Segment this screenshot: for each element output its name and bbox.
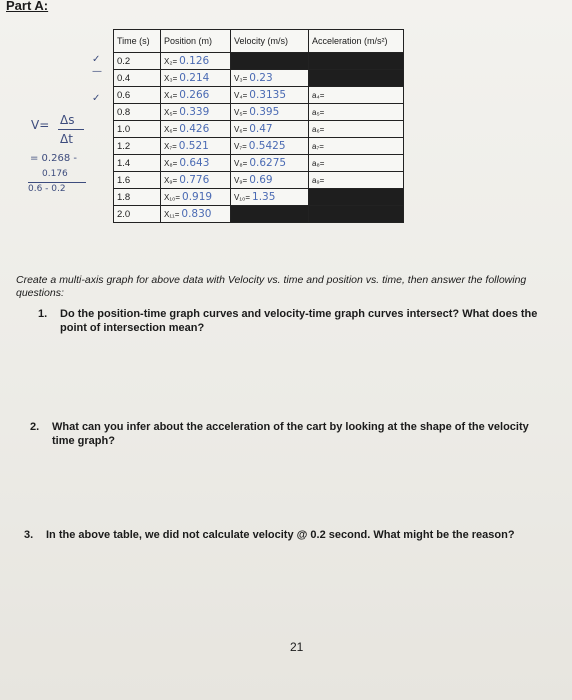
acceleration-cell[interactable] [309,104,404,121]
check-mark-icon: ✓ [92,54,101,65]
time-cell: 0.8 [114,104,161,121]
question-2 [30,420,550,448]
acceleration-cell[interactable] [309,155,404,172]
position-label: X₁₀= [164,193,181,202]
position-value: 0.919 [182,191,213,203]
time-cell: 2.0 [114,206,161,223]
position-cell[interactable] [161,70,231,87]
page-number: 21 [290,640,304,654]
velocity-cell[interactable] [231,172,309,189]
velocity-value: 0.23 [249,72,273,84]
side-denominator: 0.6 - 0.2 [28,184,66,194]
position-value: 0.126 [179,55,210,67]
header-velocity: Velocity (m/s) [231,30,309,53]
time-cell: 0.4 [114,70,161,87]
velocity-value: 0.3135 [249,89,287,101]
time-cell: 1.6 [114,172,161,189]
side-fraction-line [58,129,84,130]
velocity-label: V₉= [234,176,248,185]
position-value: 0.776 [179,174,210,186]
position-cell[interactable] [161,53,231,70]
header-acceleration: Acceleration (m/s²) [309,30,404,53]
header-time: Time (s) [114,30,161,53]
velocity-value: 0.69 [249,174,273,186]
position-cell[interactable] [161,206,231,223]
velocity-cell[interactable] [231,121,309,138]
acceleration-label: a₇= [312,141,324,151]
velocity-label: V₆= [234,125,248,134]
position-value: 0.643 [179,157,210,169]
position-label: X₁₁= [164,210,180,219]
position-value: 0.830 [181,208,212,220]
position-value: 0.521 [178,140,209,152]
table-row [114,206,404,223]
velocity-cell-blocked [231,206,309,223]
question-text: What can you infer about the acceleration of the cart by looking at the shape of the velocity time graph? [52,421,529,447]
acceleration-label: a₉= [312,175,325,185]
velocity-label: V₅= [234,108,248,117]
table-row [114,70,404,87]
time-cell: 1.2 [114,138,161,155]
velocity-label: V₃= [234,74,248,83]
acceleration-label: a₆= [312,124,325,134]
table-row [114,53,404,70]
table-row [114,172,404,189]
question-3 [24,528,570,542]
time-cell: 0.6 [114,87,161,104]
position-label: X₅= [164,108,178,117]
velocity-cell-blocked [231,53,309,70]
time-cell: 1.8 [114,189,161,206]
velocity-cell[interactable] [231,155,309,172]
question-1 [38,307,538,335]
time-cell: 1.4 [114,155,161,172]
acceleration-cell[interactable] [309,138,404,155]
acceleration-label: a₅= [312,107,325,117]
acceleration-cell[interactable] [309,121,404,138]
velocity-cell[interactable] [231,104,309,121]
side-delta-t: Δt [60,132,73,146]
position-label: X₂= [164,57,178,66]
velocity-value: 0.5425 [248,140,286,152]
side-v-label: V= [31,118,50,132]
velocity-cell[interactable] [231,87,309,104]
check-mark-icon: — [92,66,102,77]
acceleration-cell-blocked [309,53,404,70]
side-eq-value: = 0.268 - [30,153,77,164]
table-header-row [114,30,404,53]
velocity-value: 0.395 [249,106,280,118]
table-row [114,189,404,206]
acceleration-cell-blocked [309,70,404,87]
velocity-cell[interactable] [231,70,309,87]
acceleration-label: a₄= [312,90,325,100]
table-row [114,87,404,104]
time-cell: 0.2 [114,53,161,70]
position-label: X₄= [164,91,178,100]
table-row [114,155,404,172]
position-cell[interactable] [161,104,231,121]
acceleration-cell[interactable] [309,172,404,189]
velocity-label: V₄= [234,91,248,100]
velocity-value: 0.6275 [249,157,287,169]
question-text: Do the position-time graph curves and velocity-time graph curves intersect? What does the point of intersection mean? [60,308,538,334]
question-number: 1. [38,308,48,320]
position-cell[interactable] [161,138,231,155]
position-cell[interactable] [161,121,231,138]
side-fraction-line-2 [28,182,86,183]
question-text: In the above table, we did not calculate velocity @ 0.2 second. What might be the reason? [46,529,515,541]
position-value: 0.426 [179,123,210,135]
question-number: 3. [24,529,34,541]
time-cell: 1.0 [114,121,161,138]
position-cell[interactable] [161,189,231,206]
side-delta-s: Δs [60,113,75,127]
data-table [113,29,404,223]
acceleration-cell-blocked [309,206,404,223]
acceleration-label: a₈= [312,158,325,168]
velocity-label: V₇= [234,142,247,151]
velocity-cell[interactable] [231,189,309,206]
position-cell[interactable] [161,87,231,104]
velocity-label: V₈= [234,159,248,168]
position-value: 0.266 [179,89,210,101]
header-position: Position (m) [161,30,231,53]
position-value: 0.339 [179,106,210,118]
side-numerator: 0.176 [42,169,68,179]
position-label: X₆= [164,125,178,134]
question-number: 2. [30,421,40,433]
instructions-text: Create a multi-axis graph for above data with Velocity vs. time and position vs. time, then answer the following questions: [16,274,527,299]
table-row [114,138,404,155]
acceleration-cell[interactable] [309,87,404,104]
position-label: X₉= [164,176,178,185]
velocity-label: V₁₀= [234,193,251,202]
position-cell[interactable] [161,172,231,189]
position-label: X₈= [164,159,178,168]
velocity-value: 1.35 [252,191,276,203]
part-title: Part A: [6,0,49,13]
velocity-value: 0.47 [249,123,273,135]
acceleration-cell-blocked [309,189,404,206]
position-label: X₇= [164,142,177,151]
position-value: 0.214 [179,72,210,84]
check-mark-icon: ✓ [92,93,101,104]
position-label: X₃= [164,74,178,83]
table-row [114,104,404,121]
table-row [114,121,404,138]
position-cell[interactable] [161,155,231,172]
velocity-cell[interactable] [231,138,309,155]
